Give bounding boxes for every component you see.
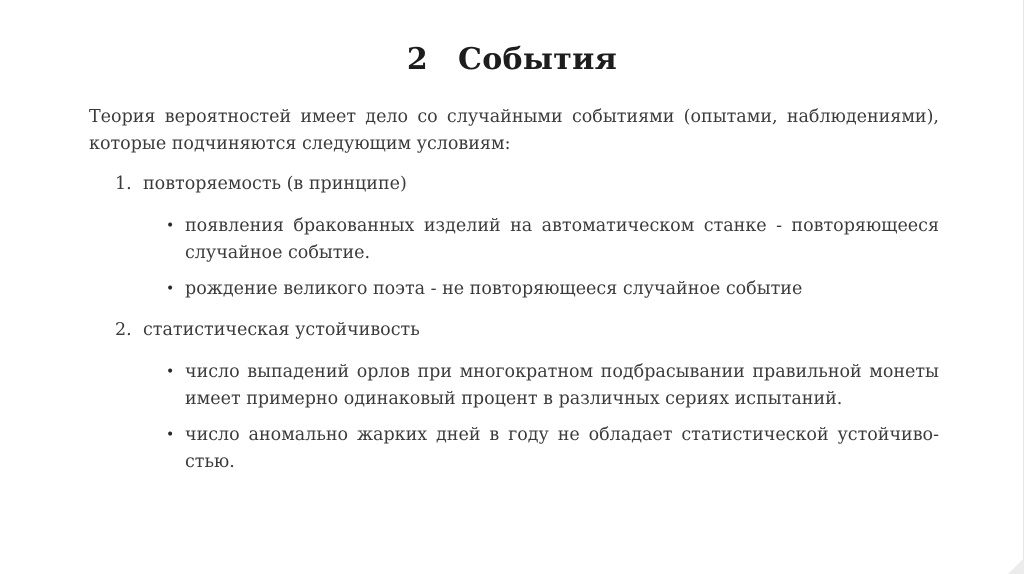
example-text xyxy=(185,422,939,476)
condition-label: повторяемость (в принципе) xyxy=(143,174,407,194)
example-line: имеет примерно одинаковый процент в различных сериях испытаний. xyxy=(185,389,843,409)
list-item xyxy=(89,276,939,303)
bullet-icon: • xyxy=(166,427,175,443)
list-item xyxy=(89,422,939,476)
condition-item-stability xyxy=(89,317,939,344)
condition-number: 2. xyxy=(115,320,132,340)
example-line: появления бракованных изделий на автоматическом станке - повторяющееся xyxy=(185,216,939,236)
page-corner-decoration xyxy=(1008,558,1024,574)
intro-paragraph xyxy=(89,104,939,158)
example-line: число выпадений орлов при многократном подбрасывании правильной монеты xyxy=(185,362,939,382)
example-line: число аномально жарких дней в году не обладает статистической устойчиво- xyxy=(185,425,939,445)
condition-examples-list xyxy=(89,359,939,476)
example-line: рождение великого поэта - не повторяющееся случайное событие xyxy=(185,279,803,299)
section-number: 2 xyxy=(406,42,429,78)
bullet-icon: • xyxy=(166,281,175,297)
example-text xyxy=(185,276,939,303)
condition-examples-list xyxy=(89,213,939,303)
section-heading xyxy=(0,42,1024,77)
example-line: случайное событие. xyxy=(185,243,371,263)
bullet-icon: • xyxy=(166,364,175,380)
intro-line: которые подчиняются следующим условиям: xyxy=(89,134,511,154)
intro-line: Теория вероятностей имеет дело со случайными событиями (опытами, наблюдениями), xyxy=(89,107,939,127)
condition-label: статистическая устойчивость xyxy=(143,320,420,340)
condition-number: 1. xyxy=(115,174,132,194)
condition-item-repeatability xyxy=(89,171,939,198)
list-item xyxy=(89,213,939,267)
list-item xyxy=(89,359,939,413)
example-text xyxy=(185,359,939,413)
section-title: События xyxy=(458,42,618,78)
example-text xyxy=(185,213,939,267)
document-body xyxy=(89,104,939,485)
example-line: стью. xyxy=(185,452,235,472)
bullet-icon: • xyxy=(166,218,175,234)
